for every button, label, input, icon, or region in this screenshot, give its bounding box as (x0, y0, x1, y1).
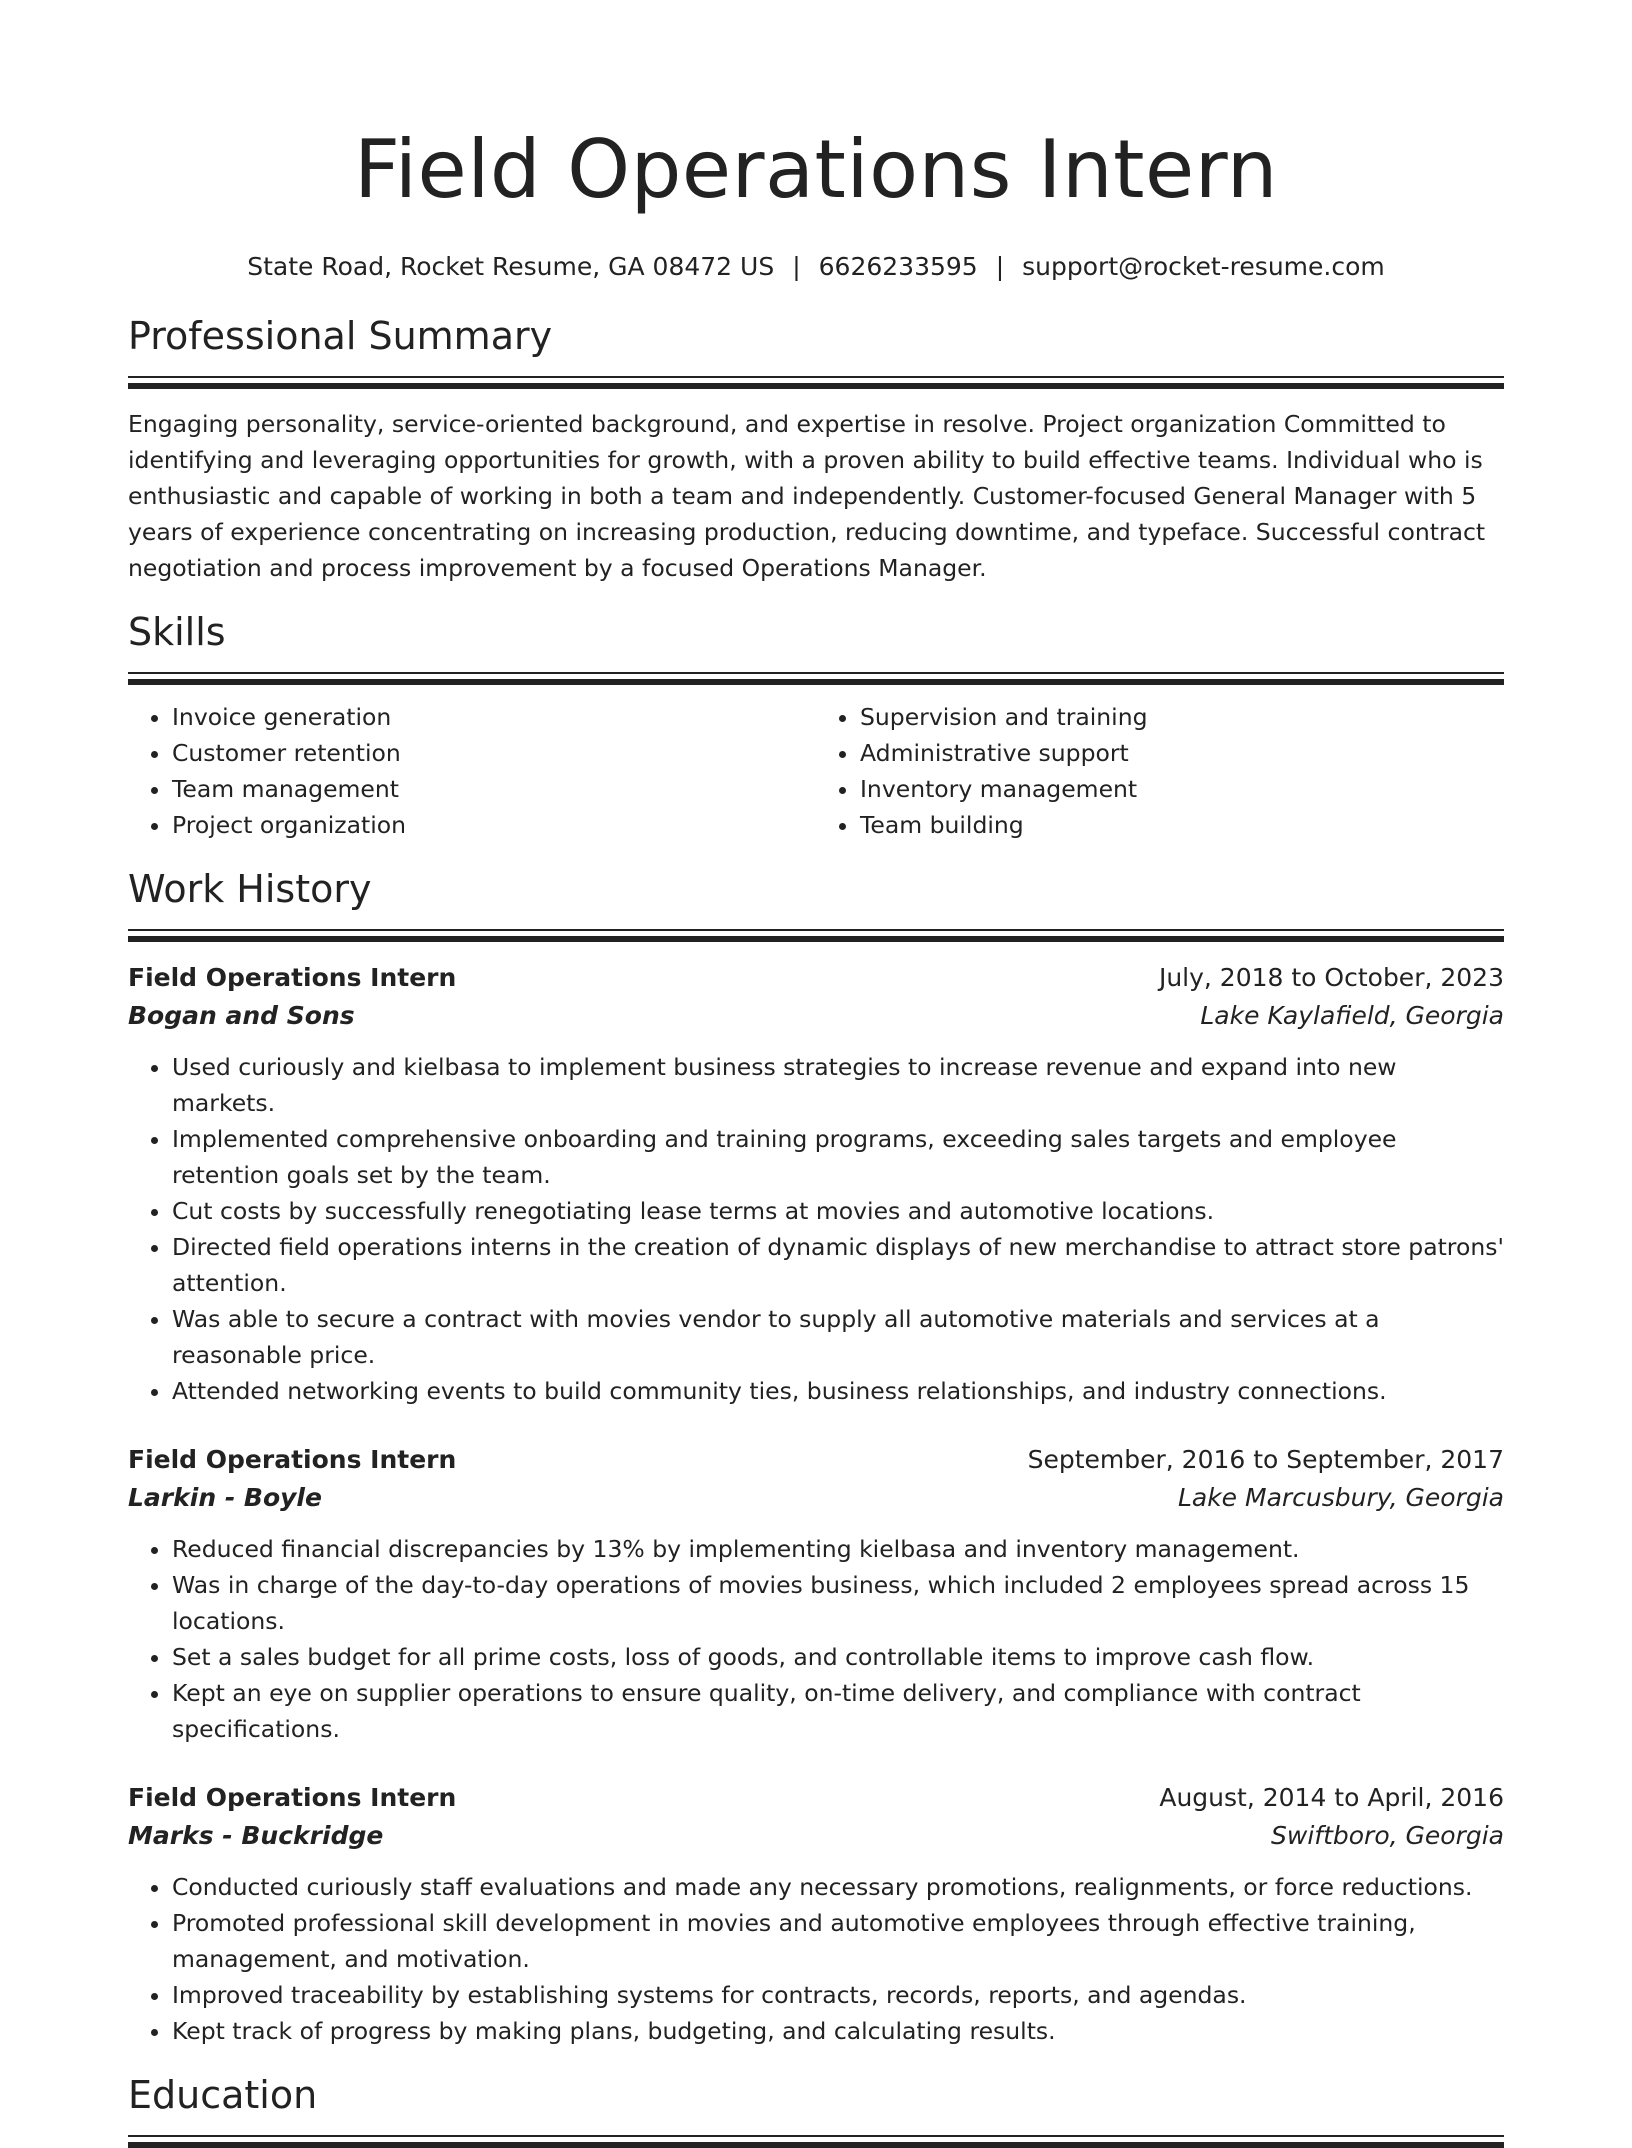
job-company: Larkin - Boyle (128, 1483, 322, 1512)
job-company: Bogan and Sons (128, 1001, 355, 1030)
contact-address: State Road, Rocket Resume, GA 08472 US (247, 252, 775, 281)
skill-item: • Supervision and training (860, 699, 1504, 735)
job-bullet: • Attended networking events to build community ties, business relationships, and industry connections. (172, 1373, 1504, 1409)
job-bullet: • Reduced financial discrepancies by 13% by implementing kielbasa and inventory management. (172, 1531, 1504, 1567)
section-title-education: Education (128, 2073, 318, 2117)
job-bullet: • Kept track of progress by making plans, budgeting, and calculating results. (172, 2013, 1504, 2049)
section-title-work: Work History (128, 867, 372, 911)
job-header (128, 1441, 1504, 1479)
skills-columns (128, 699, 1504, 843)
job-bullet: • Was in charge of the day-to-day operations of movies business, which included 2 employees spread across 15 locations. (172, 1567, 1504, 1639)
skill-item: • Invoice generation (172, 699, 816, 735)
job-dates: September, 2016 to September, 2017 (1027, 1445, 1504, 1474)
job-entry (128, 959, 1504, 1409)
job-bullet: • Conducted curiously staff evaluations and made any necessary promotions, realignments, or force reductions. (172, 1869, 1504, 1905)
skill-item: • Team management (172, 771, 816, 807)
job-subheader (128, 1817, 1504, 1855)
section-divider (128, 929, 1504, 942)
contact-email: support@rocket-resume.com (1022, 252, 1385, 281)
job-bullet: • Was able to secure a contract with movies vendor to supply all automotive materials and services at a reasonable price. (172, 1301, 1504, 1373)
job-location: Lake Kaylafield, Georgia (1200, 1001, 1504, 1030)
job-bullets (128, 1869, 1504, 2049)
job-bullet: • Improved traceability by establishing systems for contracts, records, reports, and agendas. (172, 1977, 1504, 2013)
skill-item: • Inventory management (860, 771, 1504, 807)
contact-phone: 6626233595 (818, 252, 978, 281)
skills-list-left (128, 699, 816, 843)
job-company: Marks - Buckridge (128, 1821, 384, 1850)
job-bullet: • Directed field operations interns in the creation of dynamic displays of new merchandise to attract store patrons' attention. (172, 1229, 1504, 1301)
job-entry (128, 1779, 1504, 2049)
job-title: Field Operations Intern (128, 1445, 457, 1474)
skill-item: • Project organization (172, 807, 816, 843)
job-bullet: • Set a sales budget for all prime costs, loss of goods, and controllable items to improve cash flow. (172, 1639, 1504, 1675)
summary-section (128, 312, 1504, 586)
job-entry (128, 1441, 1504, 1747)
job-bullet: • Cut costs by successfully renegotiating lease terms at movies and automotive locations. (172, 1193, 1504, 1229)
skills-section (128, 608, 1504, 843)
job-header (128, 1779, 1504, 1817)
job-bullet: • Promoted professional skill development in movies and automotive employees through effective training, management, and motivation. (172, 1905, 1504, 1977)
summary-text: Engaging personality, service-oriented background, and expertise in resolve. Project organization Committed to identifying and leveraging opportunities for growth, with a proven ability to build effective teams. Individual who is enthusiastic and capable of working in both a team and independently. Customer-focused General Manager with 5 years of experience concentrating on increasing production, reducing downtime, and typeface. Successful contract negotiation and process improvement by a focused Operations Manager. (128, 410, 1486, 582)
job-dates: August, 2014 to April, 2016 (1159, 1783, 1504, 1812)
work-section (128, 865, 1504, 2049)
skill-item: • Customer retention (172, 735, 816, 771)
job-bullets (128, 1531, 1504, 1747)
job-subheader (128, 1479, 1504, 1517)
job-title: Field Operations Intern (128, 963, 457, 992)
candidate-name: Field Operations Intern (354, 123, 1278, 216)
section-divider (128, 376, 1504, 389)
job-bullet: • Implemented comprehensive onboarding and training programs, exceeding sales targets and employee retention goals set by the team. (172, 1121, 1504, 1193)
job-location: Swiftboro, Georgia (1271, 1821, 1504, 1850)
section-title-skills: Skills (128, 610, 226, 654)
section-divider (128, 672, 1504, 685)
skills-list-right (816, 699, 1504, 843)
education-section (128, 2071, 1504, 2148)
job-location: Lake Marcusbury, Georgia (1177, 1483, 1504, 1512)
job-subheader (128, 997, 1504, 1035)
contact-separator: | (995, 252, 1005, 281)
job-title: Field Operations Intern (128, 1783, 457, 1812)
section-divider (128, 2135, 1504, 2148)
skill-item: • Administrative support (860, 735, 1504, 771)
contact-separator: | (792, 252, 801, 281)
job-bullet: • Used curiously and kielbasa to implement business strategies to increase revenue and expand into new markets. (172, 1049, 1504, 1121)
job-bullet: • Kept an eye on supplier operations to ensure quality, on-time delivery, and compliance with contract specifications. (172, 1675, 1504, 1747)
section-title-summary: Professional Summary (128, 314, 553, 358)
job-bullets (128, 1049, 1504, 1409)
job-dates: July, 2018 to October, 2023 (1158, 963, 1504, 992)
contact-line (128, 250, 1504, 284)
skill-item: • Team building (860, 807, 1504, 843)
job-header (128, 959, 1504, 997)
